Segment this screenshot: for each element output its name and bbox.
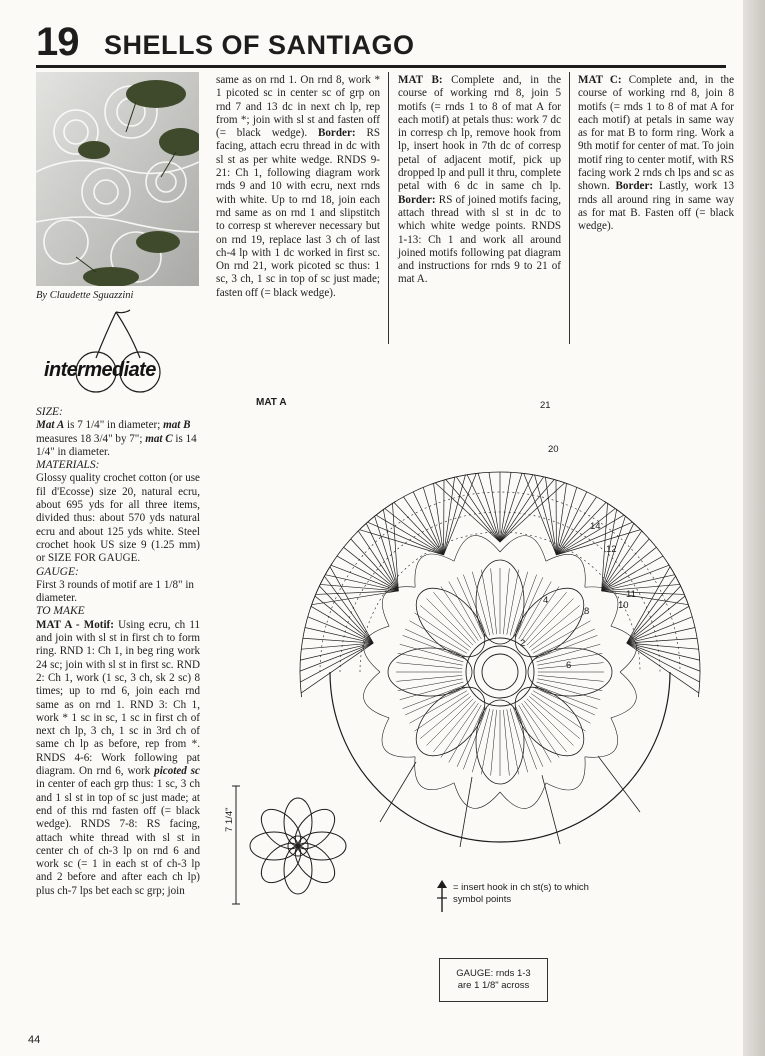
mat-b-instructions: MAT B: Complete and, in the course of working rnd 8, join 5 motifs (= rnds 1 to 8 of mat A for each motif) at petals thus: work 7 dc in corresp ch lp, remove hook from lp, insert hook in 7th dc of corresp petal of adjacent motif, pick up dropped lp and pull it thru, complete petal with 6 dc in same ch lp. Border: RS of joined motifs facing, attach thread with sl st in dc to which white wedge points. RNDS 1-13: Ch 1 and work all around joined motifs following pat diagram and instructions for rnds 9 to 21 of mat A. [398,74,561,286]
mat-a-instructions: MAT A - Motif: Using ecru, ch 11 and join with sl st in first ch to form ring. RND 1: Ch 1, in beg ring work 24 sc; join with sl st in first sc. RND 2: Ch 1, work (1 sc, 3 ch, sk 2 sc) 8 times; up to rnd 6, join each rnd same as on rnd 1. RND 3: Ch 1, work * 1 sc in sc, 1 sc in first ch of next ch lp, 3 ch, 1 sc in 3rd ch of same ch lp as before, rep from *. RNDS 4-6: Work following pat diagram. On rnd 6, work picoted sc in center of each grp thus: 1 sc, 3 ch and 1 sl st in top of sc just made; at end of this rnd fasten off (= black wedge). RNDS 7-8: RS facing, attach white thread with sl st in center ch of ch-3 lp on rnd 6 and work sc (= 1 in each st of ch-3 lp and 2 before and after each ch lp) plus ch-7 lps bet each sc grp; join [36,618,200,897]
diameter-label: 7 1/4" [224,807,235,832]
materials-label: MATERIALS: [36,459,100,472]
round-number: 4 [543,595,549,606]
gauge-label: GAUGE: [36,565,79,578]
round-number: 11 [626,589,636,600]
mat-a-continued: same as on rnd 1. On rnd 8, work * 1 picoted sc in center sc of grp on rnd 7 and 13 dc in next ch lp, rep from *; join with sl st and fasten off (= black wedge). Border: RS facing, attach ecru thread in dc with sl st as per white wedge. RNDS 9-21: Ch 1, following diagram work rnds 9 and 10 with ecru, next rnds with white. Up to rnd 18, join each rnd same as on rnd 1 and slipstitch to corresp st wherever necessary but on rnd 19, replace last 3 ch of last ch-4 lp with 1 dc worked in first sc. On rnd 21, work picoted sc thus: 1 sc, 3 ch, 1 sc in top of sc just made; fasten off (= black wedge). [216,74,381,299]
page-edge-shadow [743,0,765,1056]
size-text: Mat A is 7 1/4" in diameter; mat B measures 18 3/4" by 7"; mat C is 14 1/4" in diameter. [36,419,197,458]
gauge-text: First 3 rounds of motif are 1 1/8" in diameter. [36,578,194,605]
pattern-title: SHELLS OF SANTIAGO [104,30,415,60]
size-label: SIZE: [36,406,63,418]
product-photo [36,72,199,286]
insert-hook-symbol-icon [434,878,450,914]
pattern-header [36,20,726,68]
page-number: 44 [28,1034,41,1046]
left-column [36,406,200,898]
round-number: 14 [590,521,601,532]
column-divider [388,72,389,344]
mat-c-instructions: MAT C: Complete and, in the course of working rnd 8, join 8 motifs (= rnds 1 to 8 of mat A for each motif) at petals in same way as for mat B to form ring. Work a 9th motif for center of mat. To join motif ring to center motif, with RS facing work 2 rnds ch lps and sc as shown. Border: Lastly, work 13 rnds all around ring in same way as for mat B. Fasten off (= black wedge). [578,74,735,233]
legend-text: = insert hook in ch st(s) to which symbol points [453,882,589,905]
round-number: 2 [520,638,526,649]
column-4 [578,74,734,234]
to-make-label: TO MAKE [36,605,85,618]
header-rule [36,65,726,68]
round-number: 8 [584,606,590,617]
round-number: 10 [618,600,629,611]
cherries-icon [44,308,194,398]
round-number: 12 [606,544,617,555]
skill-level-badge [44,308,194,398]
gauge-box [439,958,548,1002]
column-2 [216,74,380,300]
materials-text: Glossy quality crochet cotton (or use fil d'Ecosse) size 20, natural ecru, about 695 yds for all three items, divided thus: about 570 yds natural ecru and about 125 yds white. Steel crochet hook US size 9 (1.25 mm) or SIZE FOR GAUGE. [36,472,200,565]
gauge-box-line2: are 1 1/8" across [457,980,530,991]
skill-level-label: intermediate [44,359,156,381]
column-3 [398,74,561,287]
diagram-label: MAT A [256,397,287,408]
round-number: 20 [548,444,559,455]
pattern-number: 19 [36,20,79,64]
designer-credit: By Claudette Sguazzini [36,290,134,301]
gauge-box-line1: GAUGE: rnds 1-3 [456,968,531,979]
column-divider [569,72,570,344]
mat-a-outline-icon [230,778,430,908]
round-number: 21 [540,400,551,411]
round-number: 6 [566,660,572,671]
